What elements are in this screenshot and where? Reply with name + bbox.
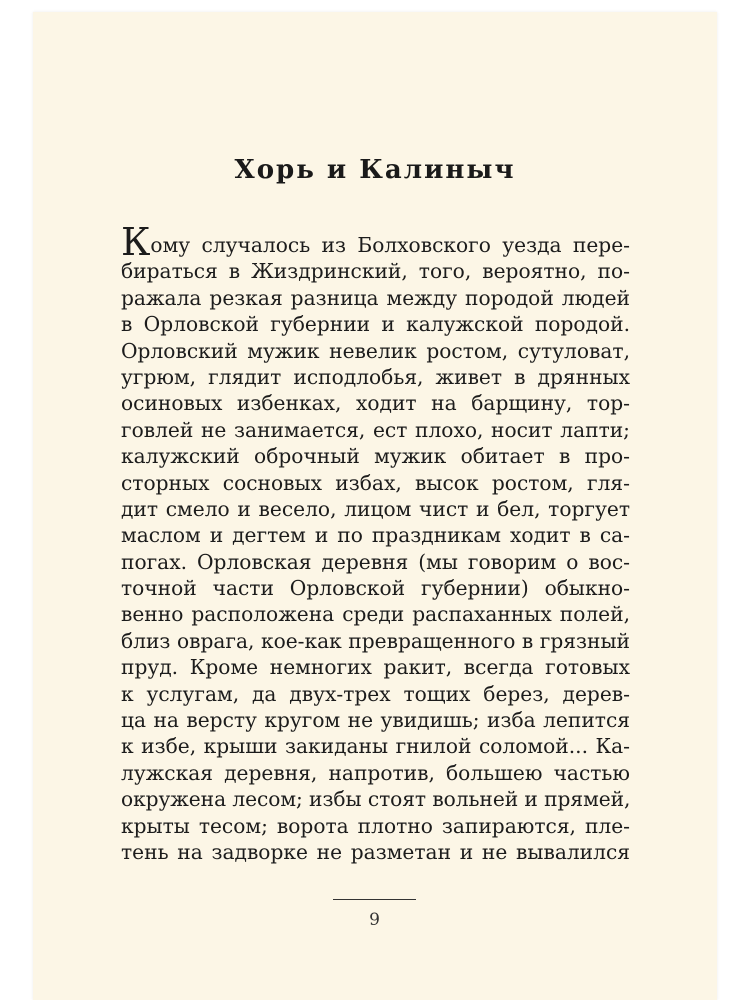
chapter-title: Хорь и Калиныч [234, 155, 516, 185]
text-line: лужская деревня, напротив, большею частью [121, 760, 630, 785]
text-line: говлей не занимается, ест плохо, носит лапти; [121, 417, 630, 442]
body-text [121, 220, 631, 865]
text-line: крыты тесом; ворота плотно запираются, пле- [121, 813, 630, 838]
text-line: к услугам, да двух-трех тощих берез, дерев- [121, 681, 630, 706]
text-line: пруд. Кроме немногих ракит, всегда готовых [121, 655, 630, 680]
page-number: 9 [369, 910, 380, 930]
text-line [121, 220, 630, 264]
text-line: угрюм, глядит исподлобья, живет в дрянных [121, 364, 630, 389]
text-line: тень на задворке не разметан и не вывалился [121, 839, 630, 864]
text-line: маслом и дегтем и по праздникам ходит в са- [121, 523, 630, 548]
text-line: окружена лесом; избы стоят вольней и прямей, [121, 787, 631, 812]
drop-cap: К [121, 220, 151, 264]
text-line: бираться в Жиздринский, того, вероятно, по- [121, 259, 630, 284]
text-line: калужский оброчный мужик обитает в про- [121, 444, 630, 469]
text-line: близ оврага, кое-как превращенного в грязный [121, 628, 630, 653]
text-line: дит смело и весело, лицом чист и бел, торгует [121, 496, 630, 521]
text-line: ражала резкая разница между породой людей [121, 285, 630, 310]
text-line: точной части Орловской губернии) обыкно- [121, 576, 630, 601]
text-line: Орловский мужик невелик ростом, сутуловат, [121, 338, 630, 363]
text-line: погах. Орловская деревня (мы говорим о вос- [121, 549, 630, 574]
text-line: сторных сосновых избах, высок ростом, гля- [121, 470, 630, 495]
text-line: ца на версту кругом не увидишь; изба лепится [121, 708, 630, 733]
text-line: к избе, крыши закиданы гнилой соломой... Ка- [121, 734, 630, 759]
text-line: венно расположена среди распаханных полей, [121, 602, 630, 627]
text-line: осиновых избенках, ходит на барщину, тор- [121, 391, 630, 416]
text-line-content: ому случалось из Болховского уезда пере- [150, 233, 630, 257]
footer-rule [333, 899, 416, 900]
text-line: в Орловской губернии и калужской породой. [121, 312, 630, 337]
